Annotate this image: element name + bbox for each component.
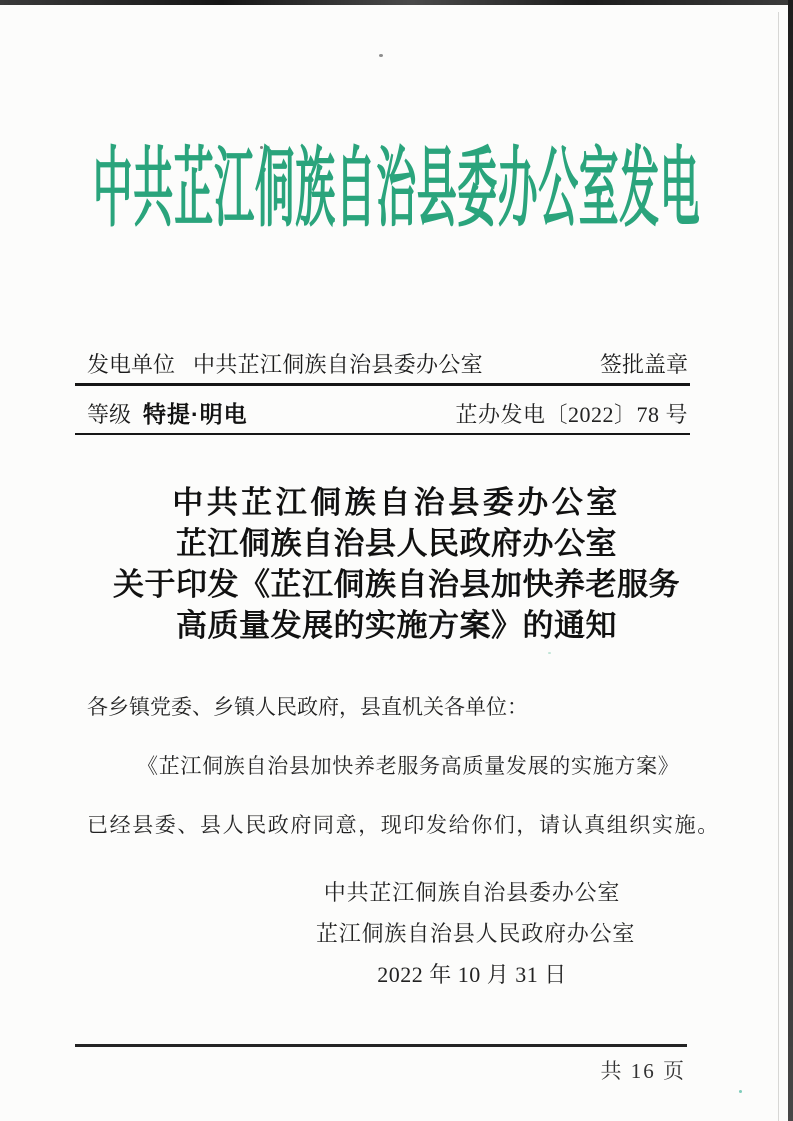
telegram-masthead — [0, 139, 793, 238]
document-title-line: 关于印发《芷江侗族自治县加快养老服务 — [113, 567, 680, 602]
scan-speck — [379, 54, 383, 57]
scan-edge-top — [0, 0, 793, 5]
signature-date: 2022 年 10 月 31 日 — [377, 962, 567, 987]
document-title-line: 高质量发展的实施方案》的通知 — [176, 608, 617, 643]
issuer-label: 发电单位 — [87, 352, 176, 377]
document-title — [0, 482, 793, 646]
salutation-line: 各乡镇党委、乡镇人民政府，县直机关各单位： — [87, 695, 528, 719]
issuer-value: 中共芷江侗族自治县委办公室 — [193, 352, 483, 377]
signer-org-1: 中共芷江侗族自治县委办公室 — [323, 880, 621, 905]
level-value: 特提·明电 — [143, 401, 248, 427]
level-label: 等级 — [87, 402, 132, 427]
telegram-header-table — [75, 340, 690, 435]
footer-rule — [75, 1044, 687, 1047]
header-row-level — [75, 386, 690, 435]
document-title-line: 中共芷江侗族自治县委办公室 — [172, 485, 621, 520]
document-number: 芷办发电〔2022〕78 号 — [455, 402, 688, 427]
seal-label: 签批盖章 — [599, 352, 688, 377]
page-count: 共 16 页 — [600, 1059, 686, 1083]
header-row-issuer — [75, 340, 690, 386]
body-text-line: 《芷江侗族自治县加快养老服务高质量发展的实施方案》 — [137, 754, 680, 778]
document-title-line: 芷江侗族自治县人民政府办公室 — [176, 526, 617, 561]
scan-speck — [739, 1090, 742, 1093]
scan-speck — [548, 652, 551, 654]
signature-block — [316, 872, 636, 995]
telegram-masthead-title: 中共芷江侗族自治县委办公室发电 — [92, 139, 701, 238]
signer-org-2: 芷江侗族自治县人民政府办公室 — [316, 921, 636, 946]
body-text-line: 已经县委、县人民政府同意，现印发给你们，请认真组织实施。 — [87, 813, 720, 837]
document-body — [87, 678, 720, 855]
